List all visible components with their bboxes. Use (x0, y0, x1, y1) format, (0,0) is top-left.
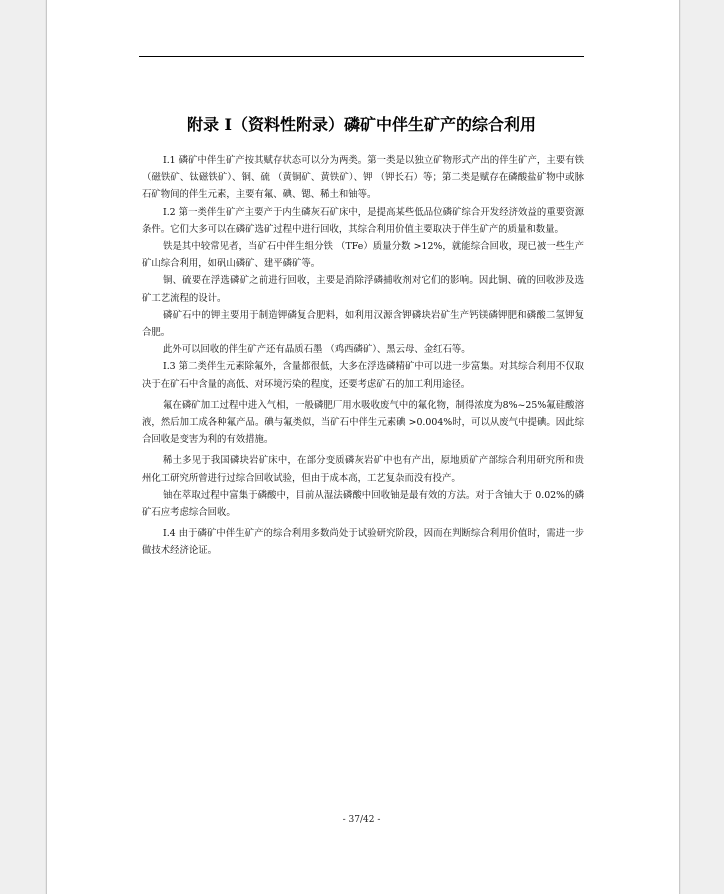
paragraph-i3: I.3 第二类伴生元素除氟外，含量都很低，大多在浮选磷精矿中可以进一步富集。对其综合利用不仅取决于在矿石中含量的高低、对环境污染的程度，还要考虑矿石的加工利用途径。 (142, 361, 584, 390)
paragraph-rare-earth: 稀土多见于我国磷块岩矿床中，在部分变质磷灰岩矿中也有产出，原地质矿产部综合利用研究所和贵州化工研究所曾进行过综合回收试验，但由于成本高，工艺复杂而没有投产。 (142, 455, 584, 484)
header-rule (139, 56, 584, 57)
document-body (142, 152, 584, 560)
page-number: - 37/42 - (342, 815, 381, 825)
document-page (46, 0, 680, 894)
paragraph-i1: I.1 磷矿中伴生矿产按其赋存状态可以分为两类。第一类是以独立矿物形式产出的伴生矿产，主要有铁 （磁铁矿、钛磁铁矿）、铜、硫 （黄铜矿、黄铁矿）、钾 （钾长石）等；第二类是赋存在磷酸盐矿物中或脉石矿物间的伴生元素，主要有氟、碘、锶、稀土和铀等。 (142, 155, 584, 201)
appendix-title: 附录 I（资料性附录）磷矿中伴生矿产的综合利用 (186, 115, 537, 134)
paragraph-uranium: 铀在萃取过程中富集于磷酸中，目前从湿法磷酸中回收铀是最有效的方法。对于含铀大于 0.02%的磷矿石应考虑综合回收。 (142, 489, 584, 519)
paragraph-iron: 铁是其中较常见者，当矿石中伴生组分铁 （TFe）质量分数 >12%，就能综合回收，现已被一些生产矿山综合利用，如矾山磷矿、建平磷矿等。 (142, 241, 584, 270)
paragraph-i2: I.2 第一类伴生矿产主要产于内生磷灰石矿床中，是提高某些低品位磷矿综合开发经济效益的重要资源条件。它们大多可以在磷矿选矿过程中进行回收，其综合利用价值主要取决于伴生矿产的质量和数量。 (142, 206, 584, 235)
paragraph-other-minerals: 此外可以回收的伴生矿产还有晶质石墨 （鸡西磷矿）、黑云母、金红石等。 (163, 344, 471, 356)
paragraph-fluorine: 氟在磷矿加工过程中进入气相，一般磷肥厂用水吸收废气中的氟化物，制得浓度为8%~25%氟硅酸溶液，然后加工成各种氟产品。碘与氟类似，当矿石中伴生元素碘 >0.004%时，可以从废气中提碘。因此综合回收是变害为利的有效措施。 (142, 399, 584, 446)
paragraph-copper-sulfur: 铜、硫要在浮选磷矿之前进行回收，主要是消除浮磷捕收剂对它们的影响。因此铜、硫的回收涉及选矿工艺流程的设计。 (142, 275, 584, 304)
paragraph-i4: I.4 由于磷矿中伴生矿产的综合利用多数尚处于试验研究阶段，因而在判断综合利用价值时，需进一步做技术经济论证。 (142, 528, 584, 557)
paragraph-potassium: 磷矿石中的钾主要用于制造钾磷复合肥料，如利用汉源含钾磷块岩矿生产钙镁磷钾肥和磷酸二氢钾复合肥。 (142, 309, 584, 339)
